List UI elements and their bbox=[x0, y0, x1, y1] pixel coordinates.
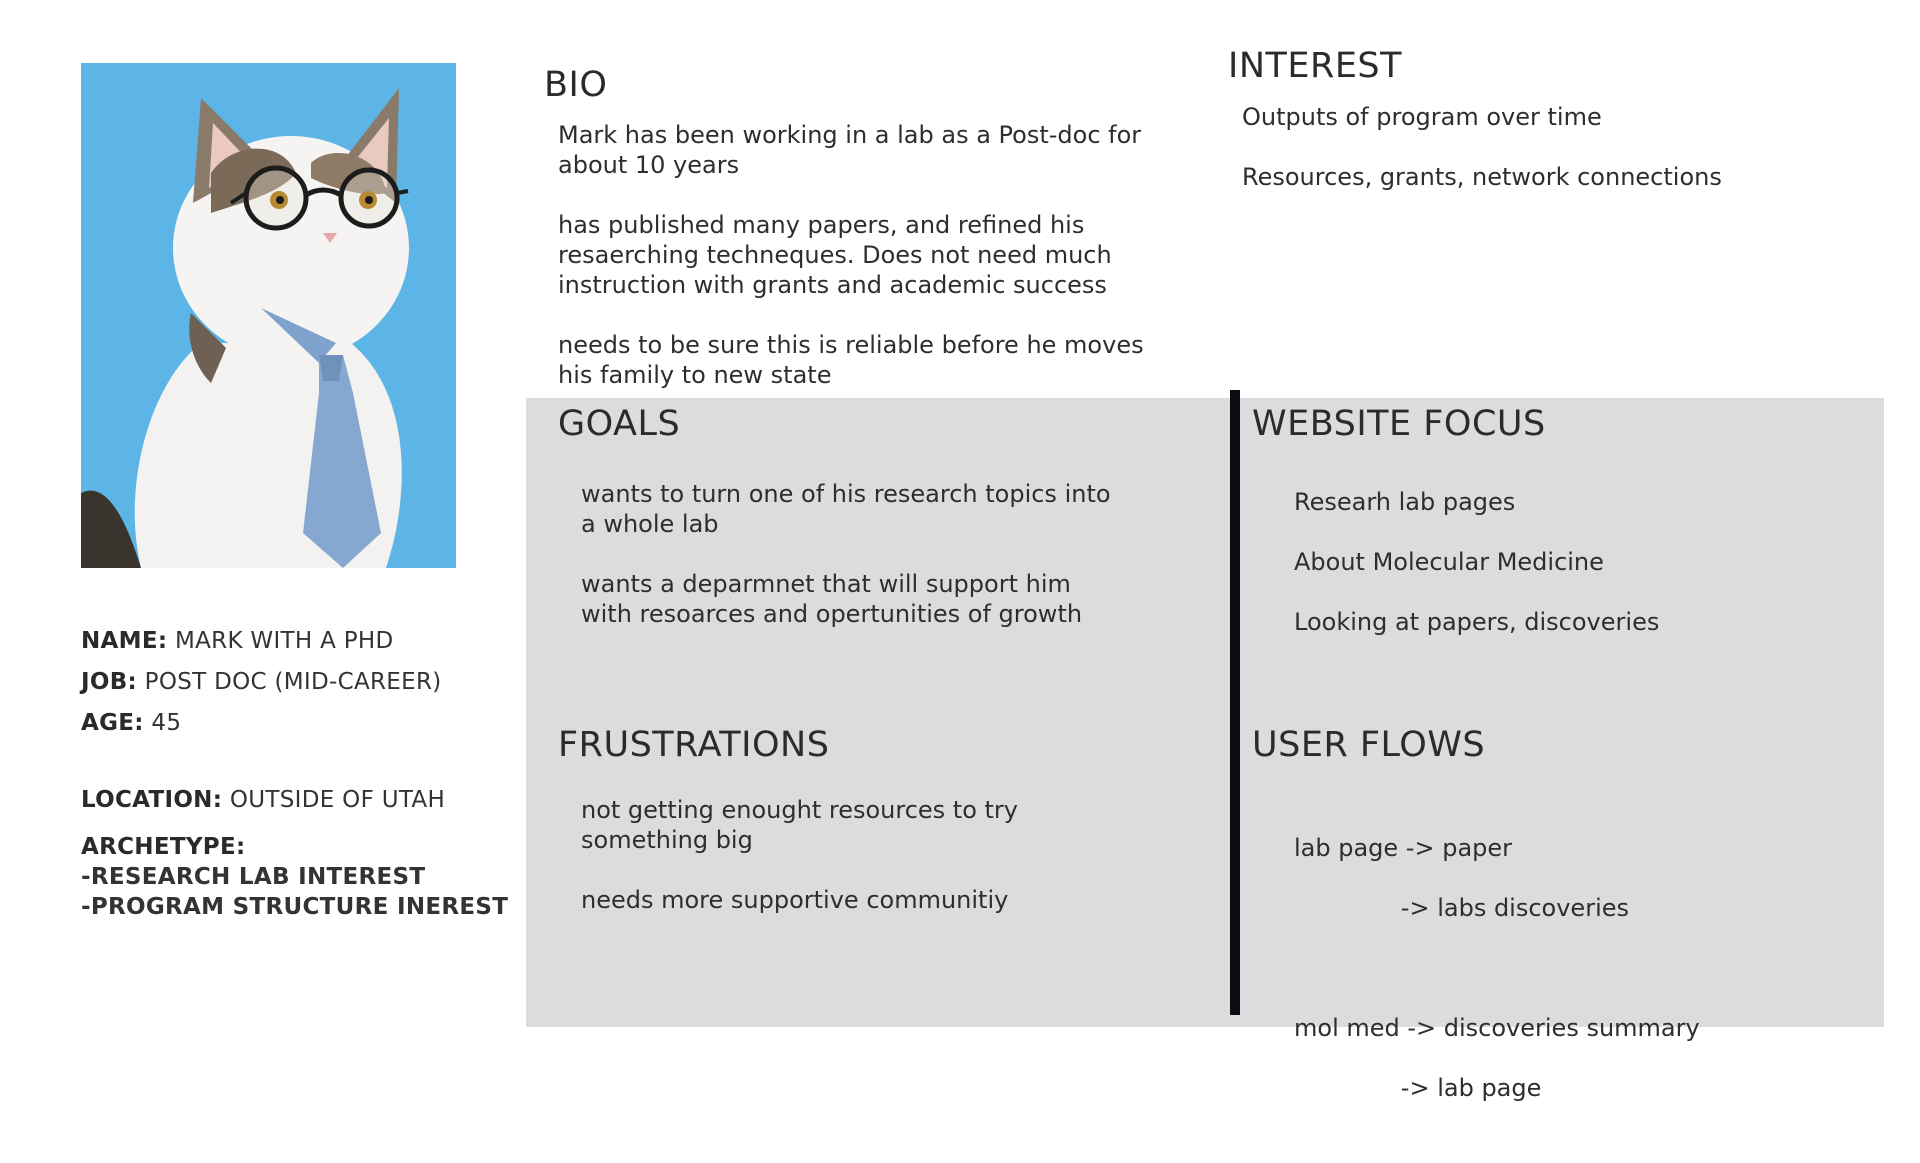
name-value: MARK WITH A PHD bbox=[174, 628, 394, 654]
persona-photo bbox=[81, 63, 456, 568]
profile-archetype bbox=[81, 832, 508, 922]
profile-name bbox=[81, 626, 394, 656]
bio-body bbox=[558, 120, 1198, 420]
archetype-line: -PROGRAM STRUCTURE INEREST bbox=[81, 894, 509, 920]
profile-job bbox=[81, 667, 442, 697]
cat-with-glasses-and-tie-icon bbox=[81, 63, 456, 568]
user-flow bbox=[1294, 803, 1854, 953]
name-label: NAME: bbox=[81, 628, 168, 654]
goal-item: wants a deparmnet that will support him with resoarces and opertunities of growth bbox=[581, 570, 1083, 628]
user-flow-step: -> lab page bbox=[1294, 1074, 1542, 1102]
profile-location bbox=[81, 785, 445, 815]
archetype-label: ARCHETYPE: bbox=[81, 834, 246, 860]
website-focus-title: WEBSITE FOCUS bbox=[1252, 404, 1546, 444]
website-focus-item: Researh lab pages bbox=[1294, 488, 1516, 516]
interest-item: Resources, grants, network connections bbox=[1242, 163, 1722, 191]
panel-divider bbox=[1230, 390, 1240, 1015]
bio-title: BIO bbox=[544, 65, 608, 105]
interest-title: INTEREST bbox=[1228, 46, 1403, 86]
profile-age bbox=[81, 708, 181, 738]
user-flow-step: lab page -> paper bbox=[1294, 834, 1513, 862]
frustrations-body bbox=[581, 795, 1181, 945]
frustrations-title: FRUSTRATIONS bbox=[558, 725, 830, 765]
archetype-line: -RESEARCH LAB INTEREST bbox=[81, 864, 426, 890]
age-label: AGE: bbox=[81, 710, 144, 736]
user-flows-title: USER FLOWS bbox=[1252, 725, 1486, 765]
frustration-item: not getting enought resources to try something big bbox=[581, 796, 1018, 854]
user-flows-body bbox=[1294, 803, 1854, 1163]
age-value: 45 bbox=[151, 710, 182, 736]
goal-item: wants to turn one of his research topics into a whole lab bbox=[581, 480, 1111, 538]
interest-item: Outputs of program over time bbox=[1242, 103, 1602, 131]
goals-body bbox=[581, 479, 1181, 659]
user-flow bbox=[1294, 983, 1854, 1133]
website-focus-item: Looking at papers, discoveries bbox=[1294, 608, 1660, 636]
location-label: LOCATION: bbox=[81, 787, 223, 813]
bio-paragraph: needs to be sure this is reliable before he moves his family to new state bbox=[558, 331, 1144, 389]
bio-paragraph: Mark has been working in a lab as a Post-doc for about 10 years bbox=[558, 121, 1142, 179]
location-value: OUTSIDE OF UTAH bbox=[229, 787, 446, 813]
bio-paragraph: has published many papers, and refined his resaerching techneques. Does not need much instruction with grants and academic success bbox=[558, 211, 1112, 299]
interest-body bbox=[1242, 102, 1882, 222]
goals-title: GOALS bbox=[558, 404, 681, 444]
user-flow-step: mol med -> discoveries summary bbox=[1294, 1014, 1700, 1042]
job-label: JOB: bbox=[81, 669, 138, 695]
website-focus-item: About Molecular Medicine bbox=[1294, 548, 1604, 576]
website-focus-body bbox=[1294, 487, 1854, 667]
job-value: POST DOC (MID-CAREER) bbox=[144, 669, 442, 695]
frustration-item: needs more supportive communitiy bbox=[581, 886, 1009, 914]
user-flow-step: -> labs discoveries bbox=[1294, 894, 1630, 922]
